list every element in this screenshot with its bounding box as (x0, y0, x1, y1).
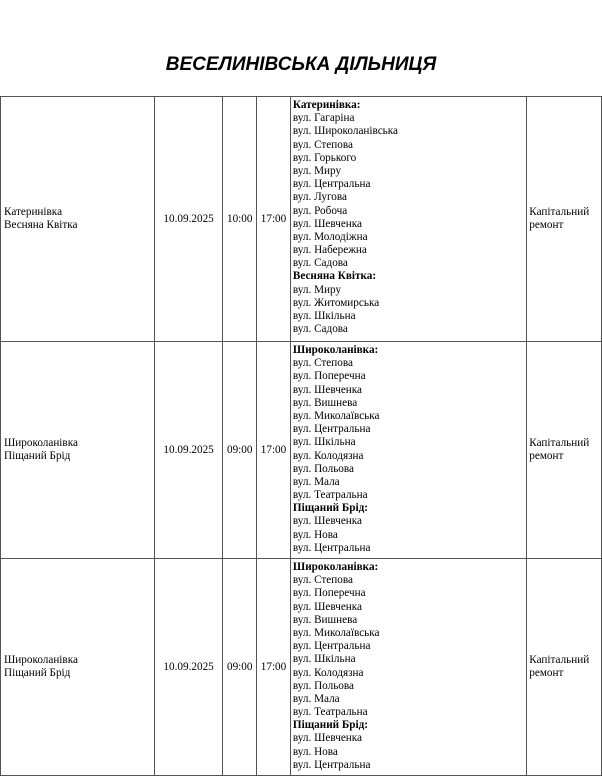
street-item: вул. Центральна (292, 640, 371, 653)
locality-name: Катеринівка (4, 205, 63, 218)
time-to-cell: 17:00 (257, 97, 291, 342)
street-item: вул. Шевченка (292, 600, 363, 613)
settlement-heading: Весняна Квітка: (292, 270, 377, 283)
settlement-heading: Широколанівка: (292, 561, 379, 573)
street-item: вул. Нова (292, 745, 338, 758)
street-item: вул. Лугова (292, 191, 347, 204)
locality-cell (1, 342, 155, 559)
work-type-text: ремонт (529, 219, 564, 231)
streets-cell (290, 342, 526, 559)
street-item: вул. Театральна (292, 706, 368, 719)
streets-cell (290, 97, 526, 342)
street-item: вул. Шкільна (292, 310, 356, 322)
street-item: вул. Миру (292, 283, 342, 296)
date-cell: 10.09.2025 (154, 559, 223, 776)
work-type-text: ремонт (529, 450, 564, 462)
work-type-cell (527, 559, 602, 776)
street-item: вул. Центральна (292, 541, 371, 554)
street-item: вул. Степова (292, 574, 353, 587)
work-type-text: Капітальний (529, 205, 590, 218)
date-cell: 10.09.2025 (154, 342, 223, 559)
street-item: вул. Вишнева (292, 396, 358, 409)
street-item: вул. Степова (292, 357, 353, 370)
work-type-text: Капітальний (529, 653, 590, 666)
street-item: вул. Степова (292, 138, 353, 151)
street-item: вул. Центральна (292, 758, 371, 771)
street-item: вул. Мала (292, 692, 340, 705)
street-item: вул. Центральна (292, 423, 371, 436)
street-item: вул. Молодіжна (292, 230, 368, 243)
street-item: вул. Шевченка (292, 515, 363, 528)
street-item: вул. Робоча (292, 204, 348, 217)
street-item: вул. Шкільна (292, 436, 356, 449)
street-item: вул. Житомирська (292, 296, 380, 309)
time-to-cell: 17:00 (257, 559, 291, 776)
street-item: вул. Садова (292, 257, 348, 270)
street-item: вул. Шевченка (292, 383, 363, 396)
outage-schedule-table (0, 96, 602, 776)
street-item: вул. Гагаріна (292, 112, 355, 125)
locality-name: Весняна Квітка (4, 219, 78, 231)
page-title: ВЕСЕЛИНІВСЬКА ДІЛЬНИЦЯ (165, 54, 437, 75)
streets-list (293, 559, 526, 772)
street-item: вул. Широколанівська (292, 125, 399, 138)
street-item: вул. Садова (292, 323, 348, 336)
street-item: вул. Театральна (292, 489, 368, 502)
locality-name: Піщаний Брід (4, 450, 71, 462)
street-item: вул. Набережна (292, 244, 367, 257)
street-item: вул. Польова (292, 462, 354, 475)
street-item: вул. Шкільна (292, 653, 356, 666)
locality-name: Широколанівка (4, 653, 78, 666)
time-from-cell: 10:00 (223, 97, 257, 342)
work-type-cell (527, 97, 602, 342)
street-item: вул. Колодязна (292, 449, 364, 462)
streets-list (293, 97, 526, 336)
settlement-heading: Катеринівка: (292, 99, 361, 111)
street-item: вул. Шевченка (292, 732, 363, 745)
locality-name: Піщаний Брід (4, 667, 71, 679)
table-row (1, 342, 602, 559)
date-cell: 10.09.2025 (154, 97, 223, 342)
street-item: вул. Миру (292, 164, 342, 177)
street-item: вул. Польова (292, 679, 354, 692)
street-item: вул. Мала (292, 475, 340, 488)
time-from-cell: 09:00 (223, 342, 257, 559)
street-item: вул. Нова (292, 528, 338, 541)
street-item: вул. Центральна (292, 178, 371, 191)
settlement-heading: Широколанівка: (292, 344, 379, 356)
locality-name: Широколанівка (4, 436, 78, 449)
street-item: вул. Миколаївська (292, 626, 380, 639)
street-item: вул. Вишнева (292, 613, 358, 626)
locality-cell (1, 559, 155, 776)
settlement-heading: Піщаний Брід: (292, 719, 369, 732)
locality-cell (1, 97, 155, 342)
street-item: вул. Поперечна (292, 370, 366, 383)
streets-cell (290, 559, 526, 776)
time-from-cell: 09:00 (223, 559, 257, 776)
street-item: вул. Колодязна (292, 666, 364, 679)
streets-list (293, 342, 526, 555)
settlement-heading: Піщаний Брід: (292, 502, 369, 515)
street-item: вул. Поперечна (292, 587, 366, 600)
work-type-text: Капітальний (529, 436, 590, 449)
table-row (1, 97, 602, 342)
street-item: вул. Миколаївська (292, 409, 380, 422)
work-type-text: ремонт (529, 667, 564, 679)
time-to-cell: 17:00 (257, 342, 291, 559)
street-item: вул. Шевченка (292, 217, 363, 230)
work-type-cell (527, 342, 602, 559)
street-item: вул. Горького (292, 151, 357, 164)
table-row (1, 559, 602, 776)
